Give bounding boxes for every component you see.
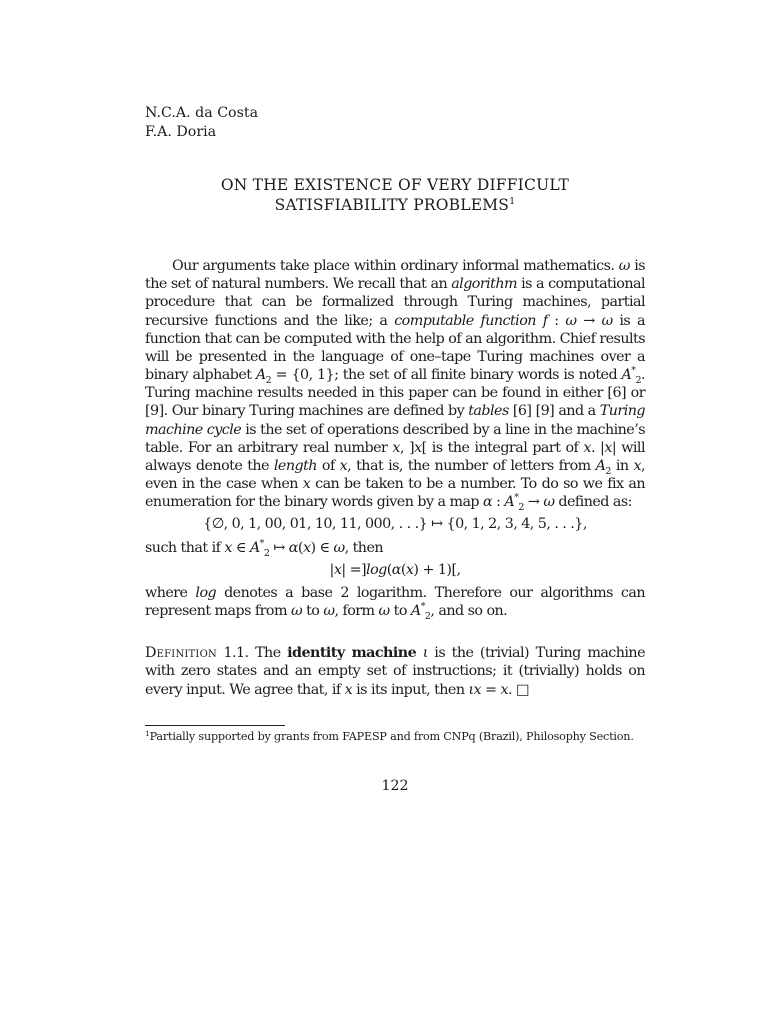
run-italic: x [604,439,612,456]
run-text: , that is, the number of letters from [347,457,596,474]
run-text: is the set of operations described by a line in the machine’s table. For an arbitrary real number [145,421,645,456]
run-text: is a function that can be computed with the help of an algorithm. Chief results will be presented in the language of one–tape Turing machines over a binary alphabet [145,312,645,384]
run-italic: log [366,561,387,578]
run-italic: x [392,439,400,456]
footnote-text: Partially supported by grants from FAPESP and from CNPq (Brazil), Philosophy Section. [149,730,634,743]
run-italic: length [273,457,317,474]
display-equation [145,561,645,579]
run-text: is a computational procedure that can be formalized through Turing machines, partial recursive functions and the like; a [145,276,645,329]
paragraph [145,257,646,514]
page-number: 122 [381,778,409,794]
run-subscript: 2 [518,502,524,514]
footnote-mark: 1 [145,729,150,738]
run-text: 1.1. The [216,645,288,662]
run-text: of [316,457,340,474]
run-text: , even in the case when [145,457,646,493]
run-italic: f [542,312,548,329]
run-text: ∈ [231,539,250,556]
run-italic: x [302,476,311,493]
run-text: ↦ [269,539,289,556]
run-subscript: 2 [263,547,270,559]
run-italic: A [410,603,421,620]
run-text: . Turing machine results needed in this paper can be found in either [6] or [9]. Our binary Turing machines are defined by [145,367,645,420]
run-text: . | [590,439,605,456]
run-text: [ is the integral part of [421,439,584,456]
author-name: N.C.A. da Costa [145,105,259,121]
run-text: [6] [9] and a [508,403,600,420]
run-text: ( [386,561,392,578]
run-text: = {0, 1}; the set of all finite binary words is noted [271,367,622,384]
run-text: is the (trivial) Turing machine with zero states and an empty set of instructions; it (trivially) holds on every input. We agree that, if [145,645,645,698]
run-text: is its input, then [352,681,469,698]
run-italic: ω [601,312,613,329]
run-italic: A [595,457,606,474]
run-italic: α [483,494,493,511]
run-text: denotes a base 2 logarithm. Therefore our algorithms can represent maps from [145,584,645,620]
run-text: ) ∈ [310,539,334,556]
run-text: to [389,603,411,620]
run-italic: ω [291,603,303,620]
run-italic: x [500,681,508,698]
run-italic: ω [333,539,345,556]
run-italic: x [633,457,642,474]
run-text: , then [344,539,384,556]
run-smallcaps: Definition [145,645,217,662]
run-text: in [610,457,634,474]
run-italic: ω [543,494,555,511]
run-italic: A [255,367,266,384]
run-subscript: 2 [635,374,641,386]
run-text: . □ [508,681,529,698]
run-superscript: * [259,537,264,549]
run-text: = [481,681,501,698]
run-text: ) + 1)[, [413,561,461,578]
run-italic: ω [565,312,577,329]
body-text [145,257,645,699]
run-subscript: 2 [605,465,611,477]
run-italic: x [344,681,353,698]
run-text: , form [334,603,379,620]
run-italic: x [405,561,414,578]
run-italic: log [195,584,217,601]
title-line [145,196,645,216]
paper-title [145,176,645,215]
run-italic: α [391,561,401,578]
run-subscript: 2 [424,610,431,622]
run-text: ( [297,539,303,556]
run-italic: ω [323,603,335,620]
run-italic: x [414,439,422,456]
run-text: to [302,603,324,620]
run-text: | will always denote the [145,439,645,474]
title-footnote-mark: 1 [509,195,516,207]
run-italic: A [621,367,632,384]
run-italic: α [288,539,298,556]
run-italic: ω [378,603,390,620]
run-italic: x [224,539,232,556]
run-text: | [329,561,334,578]
run-italic: A [504,494,515,511]
run-italic: Turing machine cycle [145,403,645,438]
run-superscript: * [514,492,519,504]
footnote [145,729,645,745]
run-text: ( [400,561,406,578]
title-line-text: SATISFIABILITY PROBLEMS [274,195,510,214]
run-text: where [145,584,196,601]
run-italic: A [249,539,260,556]
run-italic: x [333,561,342,578]
definition-paragraph [145,644,645,699]
title-line: ON THE EXISTENCE OF VERY DIFFICULT [220,176,570,194]
display-equation [145,515,645,533]
run-italic: computable function [394,312,536,329]
run-italic: x [339,457,348,474]
run-superscript: * [631,365,636,377]
run-text: : [492,494,505,511]
run-italic: x [302,539,311,556]
run-bold: identity machine [287,645,417,662]
run-subscript: 2 [265,374,272,386]
run-italic: tables [468,403,509,420]
author-list [145,104,258,141]
run-text: such that if [145,539,225,556]
run-text: , and so on. [430,603,508,620]
run-text: is the set of natural numbers. We recall that an [145,258,646,293]
run-text: , ] [399,439,415,456]
run-text: : [547,312,566,329]
run-text: defined as: [554,494,632,511]
run-text [536,313,543,329]
run-text: {∅, 0, 1, 00, 01, 10, 11, 000, . . .} ↦ {0, 1, 2, 3, 4, 5, . . .}, [203,516,587,533]
run-text: → [523,494,544,511]
paragraph [145,539,645,557]
run-text: | =] [341,561,367,578]
run-superscript: * [420,601,425,613]
run-italic: algorithm [451,276,518,293]
run-italic: ι [422,645,428,662]
run-text: can be taken to be a number. To do so we fix an enumeration for the binary words given by a map [145,476,646,511]
footnote-rule [145,725,285,726]
author-name: F.A. Doria [145,123,217,140]
paragraph [145,584,645,620]
run-italic: ω [618,258,630,274]
run-text: → [576,312,602,329]
run-italic: x [583,439,591,456]
run-text: Our arguments take place within ordinary informal mathematics. [172,258,619,274]
run-italic: ιx [468,681,482,698]
